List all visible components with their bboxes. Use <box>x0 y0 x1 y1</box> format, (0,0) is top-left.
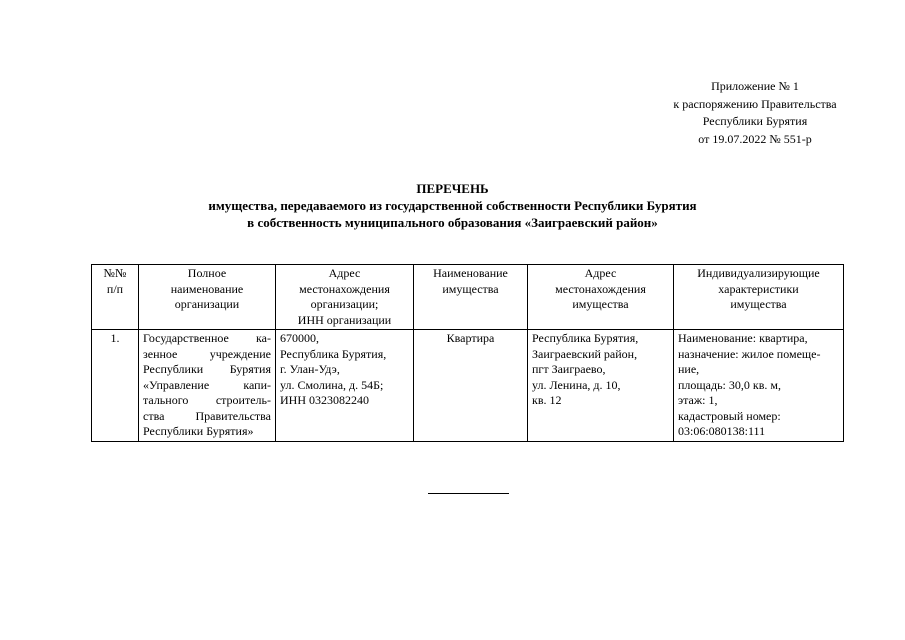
cell-line: Республика Бурятия, <box>532 331 639 345</box>
cell-line: площадь: 30,0 кв. м, <box>678 377 781 392</box>
cell-line: ства Правительства <box>143 408 271 423</box>
cell-line: Заиграевский район, <box>532 346 638 361</box>
cell-line: кадастровый номер: <box>678 408 781 423</box>
header-line: наименование <box>170 281 244 296</box>
cell-property-name: Квартира <box>414 330 528 442</box>
header-line: №№ <box>103 266 127 280</box>
cell-line: кв. 12 <box>532 393 562 407</box>
header-line: имущества <box>442 281 499 296</box>
table-header-row <box>92 265 844 330</box>
header-org-address <box>276 265 414 330</box>
header-line: Полное <box>187 266 227 280</box>
header-property-address <box>528 265 674 330</box>
appendix-line: Республики Бурятия <box>702 114 808 128</box>
table-row <box>92 330 844 442</box>
cell-line: Государственное ка- <box>143 331 271 345</box>
cell-org-name <box>139 330 276 442</box>
cell-line: пгт Заиграево, <box>532 362 606 376</box>
cell-line: «Управление капи- <box>143 377 271 392</box>
header-line: характеристики <box>718 281 799 296</box>
cell-property-address <box>528 330 674 442</box>
header-characteristics <box>674 265 844 330</box>
cell-line: Республики Бурятия» <box>143 424 254 438</box>
appendix-line: Приложение № 1 <box>711 79 799 93</box>
property-table <box>91 264 844 442</box>
cell-line: Наименование: квартира, <box>678 331 808 345</box>
cell-line: тального строитель- <box>143 393 271 407</box>
appendix-header <box>650 78 860 148</box>
cell-line: 670000, <box>280 331 319 345</box>
title-line: ПЕРЕЧЕНЬ <box>416 181 489 196</box>
header-line: организации; <box>310 297 379 311</box>
cell-line: ние, <box>678 362 700 376</box>
header-line: местонахождения <box>555 281 646 296</box>
end-rule-divider <box>428 493 509 494</box>
cell-characteristics <box>674 330 844 442</box>
header-line: организации <box>174 297 240 311</box>
header-org-name <box>139 265 276 330</box>
title-line: в собственность муниципального образования «Заиграевский район» <box>247 215 658 230</box>
cell-line: Республики Бурятия <box>143 362 271 376</box>
appendix-line: от 19.07.2022 № 551-р <box>698 131 812 146</box>
header-property-name <box>414 265 528 330</box>
title-line: имущества, передаваемого из государственной собственности Республики Бурятия <box>208 198 697 213</box>
cell-number: 1. <box>92 330 139 442</box>
cell-line: этаж: 1, <box>678 393 718 407</box>
document-title <box>0 180 905 231</box>
cell-line: ИНН 0323082240 <box>280 393 369 407</box>
header-line: ИНН организации <box>297 312 392 327</box>
header-line: Индивидуализирующие <box>697 266 820 280</box>
header-line: Адрес <box>328 266 361 280</box>
cell-org-address <box>276 330 414 442</box>
header-line: имущества <box>730 297 787 311</box>
header-line: п/п <box>106 281 124 296</box>
cell-line: Республика Бурятия, <box>280 346 387 361</box>
header-line: имущества <box>572 297 629 311</box>
header-line: Наименование <box>433 266 508 280</box>
cell-line: 03:06:080138:111 <box>678 424 766 438</box>
cell-line: назначение: жилое помеще- <box>678 346 821 361</box>
header-line: местонахождения <box>299 281 390 296</box>
cell-line: г. Улан-Удэ, <box>280 362 340 376</box>
header-line: Адрес <box>584 266 617 280</box>
cell-line: ул. Ленина, д. 10, <box>532 377 621 392</box>
appendix-line: к распоряжению Правительства <box>673 96 837 111</box>
cell-line: зенное учреждение <box>143 346 271 361</box>
header-number <box>92 265 139 330</box>
cell-line: ул. Смолина, д. 54Б; <box>280 377 384 392</box>
